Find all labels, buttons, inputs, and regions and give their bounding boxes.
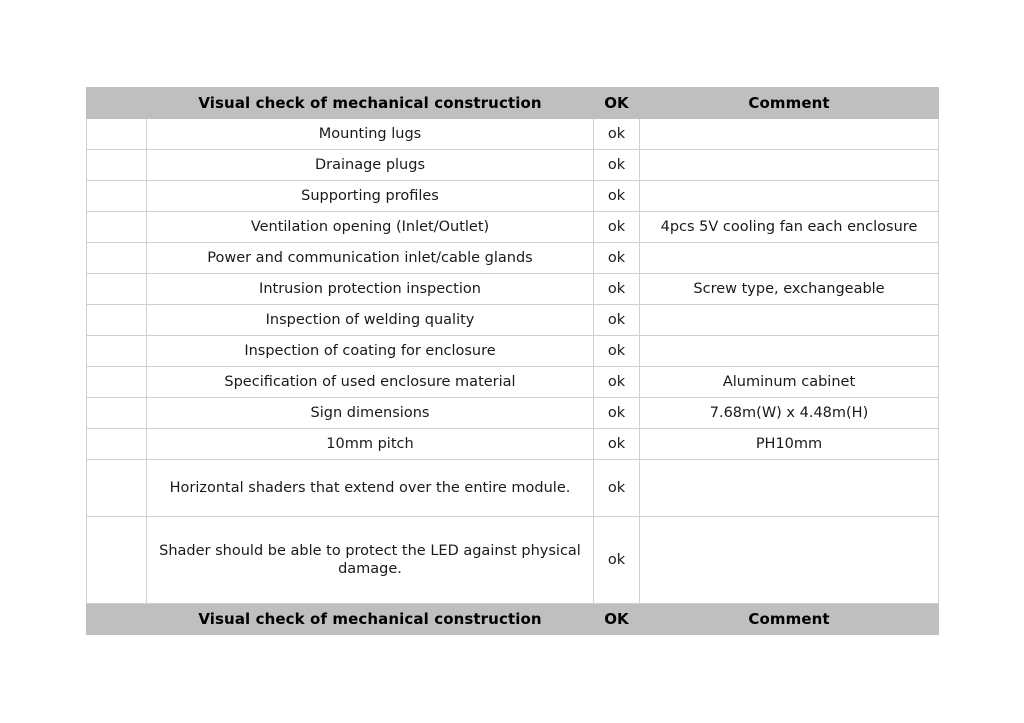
row-comment-cell (640, 119, 939, 150)
table-header-row (87, 88, 939, 119)
table-footer (87, 604, 939, 635)
row-item-cell: Power and communication inlet/cable glands (147, 243, 594, 274)
table-row (87, 460, 939, 517)
table-row (87, 336, 939, 367)
row-item-cell: Mounting lugs (147, 119, 594, 150)
row-item-cell: Inspection of welding quality (147, 305, 594, 336)
table-row (87, 274, 939, 305)
row-item-cell: Inspection of coating for enclosure (147, 336, 594, 367)
row-index-cell (87, 517, 147, 604)
row-status-cell: ok (594, 119, 640, 150)
row-comment-cell (640, 150, 939, 181)
table-row (87, 305, 939, 336)
row-index-cell (87, 150, 147, 181)
row-item-cell: Ventilation opening (Inlet/Outlet) (147, 212, 594, 243)
row-status-cell: ok (594, 429, 640, 460)
row-status-cell: ok (594, 336, 640, 367)
footer-comment-cell: Comment (640, 604, 939, 635)
table-row (87, 243, 939, 274)
row-index-cell (87, 305, 147, 336)
footer-item-cell: Visual check of mechanical construction (147, 604, 594, 635)
row-index-cell (87, 212, 147, 243)
row-status-cell: ok (594, 367, 640, 398)
row-index-cell (87, 336, 147, 367)
row-status-cell: ok (594, 305, 640, 336)
table-row (87, 150, 939, 181)
row-status-cell: ok (594, 181, 640, 212)
header-status-cell: OK (594, 88, 640, 119)
row-status-cell: ok (594, 398, 640, 429)
table-body (87, 119, 939, 604)
mechanical-construction-checklist-table (86, 87, 939, 635)
row-comment-cell (640, 460, 939, 517)
table-row (87, 429, 939, 460)
row-comment-cell (640, 243, 939, 274)
row-comment-cell: 7.68m(W) x 4.48m(H) (640, 398, 939, 429)
table-row (87, 398, 939, 429)
table-row (87, 181, 939, 212)
row-comment-cell (640, 517, 939, 604)
table-row (87, 367, 939, 398)
row-item-cell: Specification of used enclosure material (147, 367, 594, 398)
row-item-cell: Shader should be able to protect the LED against physical damage. (147, 517, 594, 604)
table-footer-row (87, 604, 939, 635)
row-item-cell: Sign dimensions (147, 398, 594, 429)
row-index-cell (87, 274, 147, 305)
table-header (87, 88, 939, 119)
row-item-cell: Intrusion protection inspection (147, 274, 594, 305)
footer-index-cell (87, 604, 147, 635)
row-status-cell: ok (594, 150, 640, 181)
row-item-cell: Drainage plugs (147, 150, 594, 181)
row-comment-cell (640, 305, 939, 336)
row-status-cell: ok (594, 517, 640, 604)
header-comment-cell: Comment (640, 88, 939, 119)
table-row (87, 212, 939, 243)
table-row (87, 517, 939, 604)
table-row (87, 119, 939, 150)
row-comment-cell (640, 336, 939, 367)
row-status-cell: ok (594, 274, 640, 305)
row-comment-cell: 4pcs 5V cooling fan each enclosure (640, 212, 939, 243)
header-index-cell (87, 88, 147, 119)
row-index-cell (87, 367, 147, 398)
row-item-cell: Supporting profiles (147, 181, 594, 212)
row-index-cell (87, 460, 147, 517)
row-status-cell: ok (594, 212, 640, 243)
row-comment-cell (640, 181, 939, 212)
row-status-cell: ok (594, 243, 640, 274)
footer-status-cell: OK (594, 604, 640, 635)
row-index-cell (87, 243, 147, 274)
row-comment-cell: Aluminum cabinet (640, 367, 939, 398)
row-index-cell (87, 398, 147, 429)
row-comment-cell: Screw type, exchangeable (640, 274, 939, 305)
row-index-cell (87, 119, 147, 150)
row-item-cell: 10mm pitch (147, 429, 594, 460)
row-comment-cell: PH10mm (640, 429, 939, 460)
checklist-table-container (86, 87, 938, 635)
row-item-cell: Horizontal shaders that extend over the entire module. (147, 460, 594, 517)
row-status-cell: ok (594, 460, 640, 517)
header-item-cell: Visual check of mechanical construction (147, 88, 594, 119)
row-index-cell (87, 429, 147, 460)
row-index-cell (87, 181, 147, 212)
